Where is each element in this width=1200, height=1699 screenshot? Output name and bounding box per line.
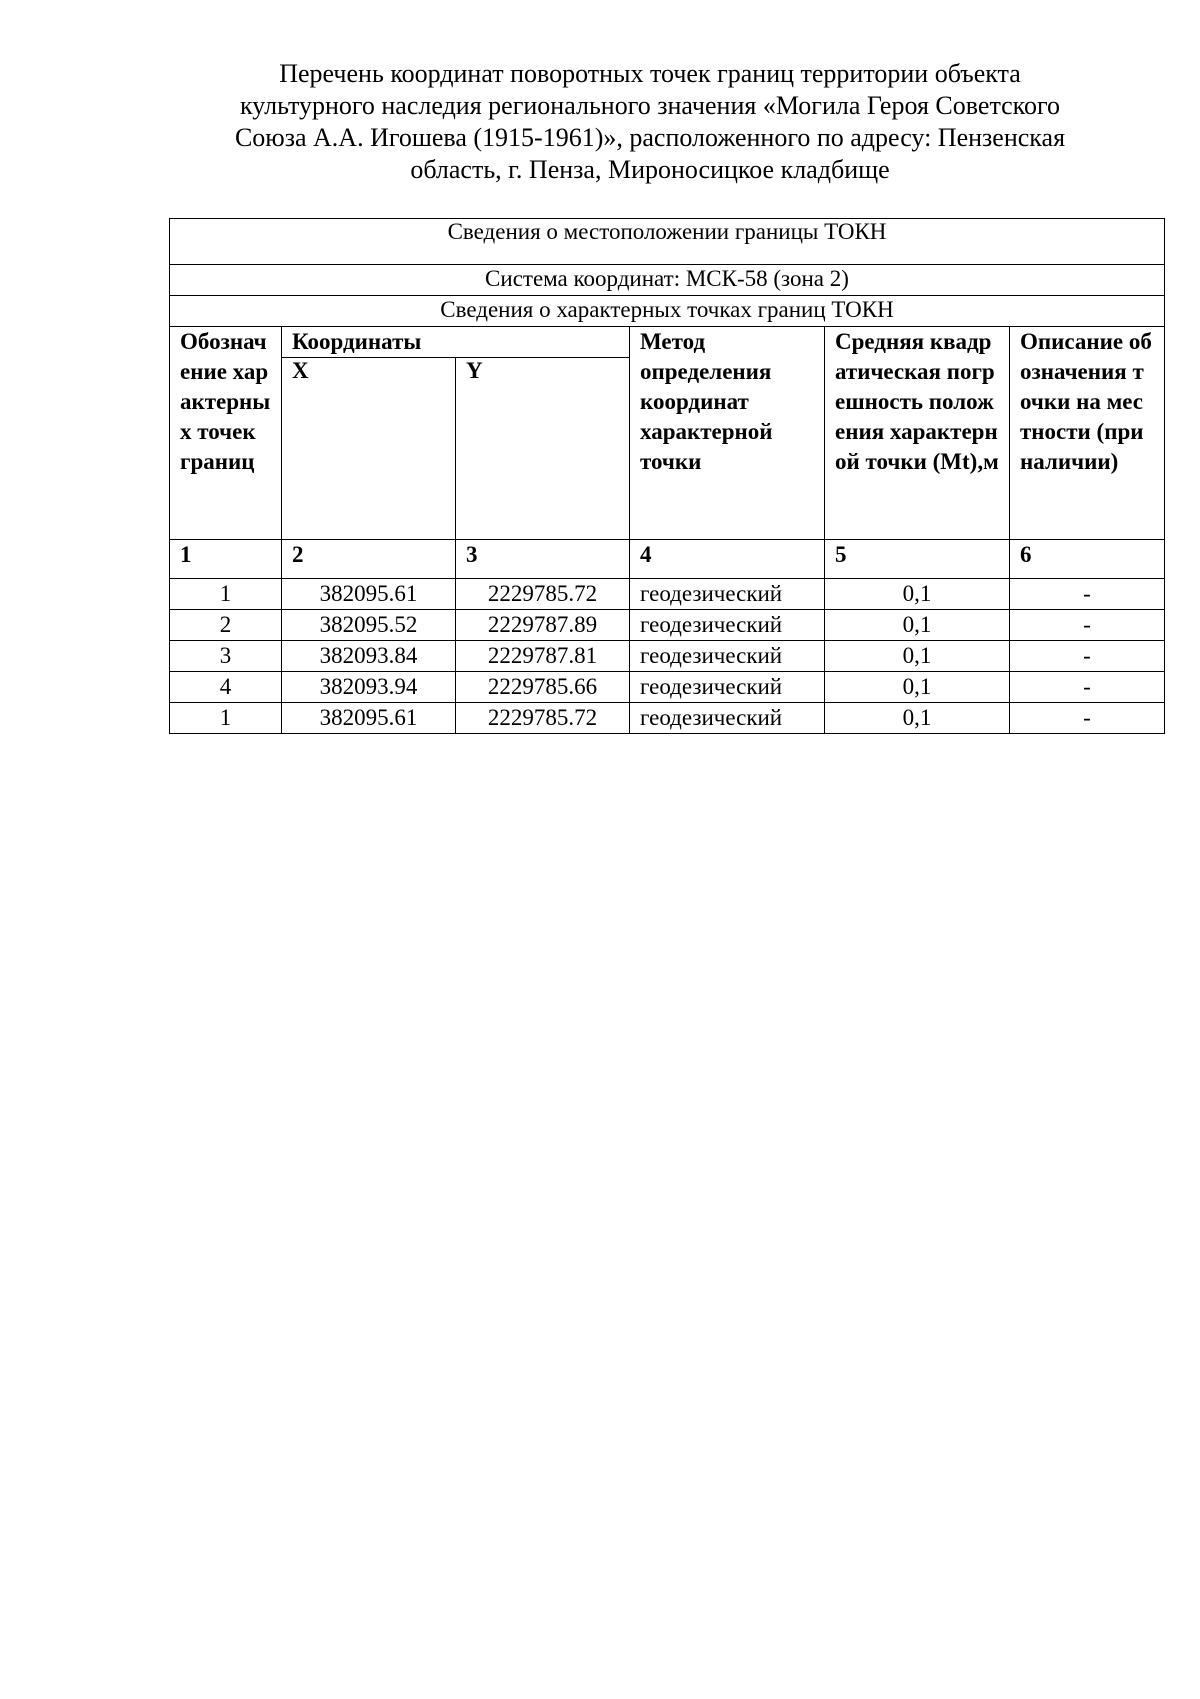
header-error: Средняя квадратическая погрешность положения характерной точки (Mt),м [825,327,1010,540]
column-number: 5 [825,540,1010,579]
cell-point: 1 [170,579,282,610]
cell-error: 0,1 [825,641,1010,672]
header-method: Метод определения координат характерной точки [630,327,825,540]
cell-y: 2229785.72 [456,579,630,610]
cell-y: 2229785.66 [456,672,630,703]
cell-x: 382093.94 [282,672,456,703]
cell-description: - [1010,579,1165,610]
cell-description: - [1010,703,1165,734]
column-number: 6 [1010,540,1165,579]
cell-point: 1 [170,703,282,734]
cell-x: 382093.84 [282,641,456,672]
cell-method: геодезический [630,610,825,641]
table-row [170,641,1165,672]
title-line: Перечень координат поворотных точек границ территории объекта [279,59,1021,88]
cell-point: 4 [170,672,282,703]
cell-error: 0,1 [825,672,1010,703]
title-line: область, г. Пенза, Мироносицкое кладбище [410,155,890,184]
cell-method: геодезический [630,672,825,703]
cell-x: 382095.61 [282,703,456,734]
table-row [170,579,1165,610]
cell-x: 382095.52 [282,610,456,641]
table-caption: Сведения о местоположении границы ТОКН [170,219,1165,265]
cell-method: геодезический [630,703,825,734]
points-caption: Сведения о характерных точках границ ТОКН [170,296,1165,327]
cell-method: геодезический [630,579,825,610]
table-row [170,703,1165,734]
cell-description: - [1010,610,1165,641]
header-description: Описание обозначения точки на местности (при наличии) [1010,327,1165,540]
cell-point: 2 [170,610,282,641]
cell-error: 0,1 [825,703,1010,734]
cell-y: 2229785.72 [456,703,630,734]
title-line: культурного наследия регионального значения «Могила Героя Советского [239,91,1060,120]
column-number: 1 [170,540,282,579]
cell-point: 3 [170,641,282,672]
header-coordinates: Координаты [282,327,630,358]
header-y: Y [456,358,630,540]
cell-x: 382095.61 [282,579,456,610]
coordinates-table [169,218,1165,734]
cell-error: 0,1 [825,579,1010,610]
cell-method: геодезический [630,641,825,672]
column-number: 2 [282,540,456,579]
title-line: Союза А.А. Игошева (1915-1961)», расположенного по адресу: Пензенская [234,123,1066,152]
cell-y: 2229787.89 [456,610,630,641]
cell-y: 2229787.81 [456,641,630,672]
document-title [150,58,1150,186]
table-row [170,672,1165,703]
cell-description: - [1010,672,1165,703]
header-x: X [282,358,456,540]
table-row [170,610,1165,641]
column-number: 4 [630,540,825,579]
column-number: 3 [456,540,630,579]
cell-description: - [1010,641,1165,672]
header-designation: Обозначение характерных точек границ [170,327,282,540]
coordinate-system: Система координат: МСК-58 (зона 2) [170,265,1165,296]
cell-error: 0,1 [825,610,1010,641]
